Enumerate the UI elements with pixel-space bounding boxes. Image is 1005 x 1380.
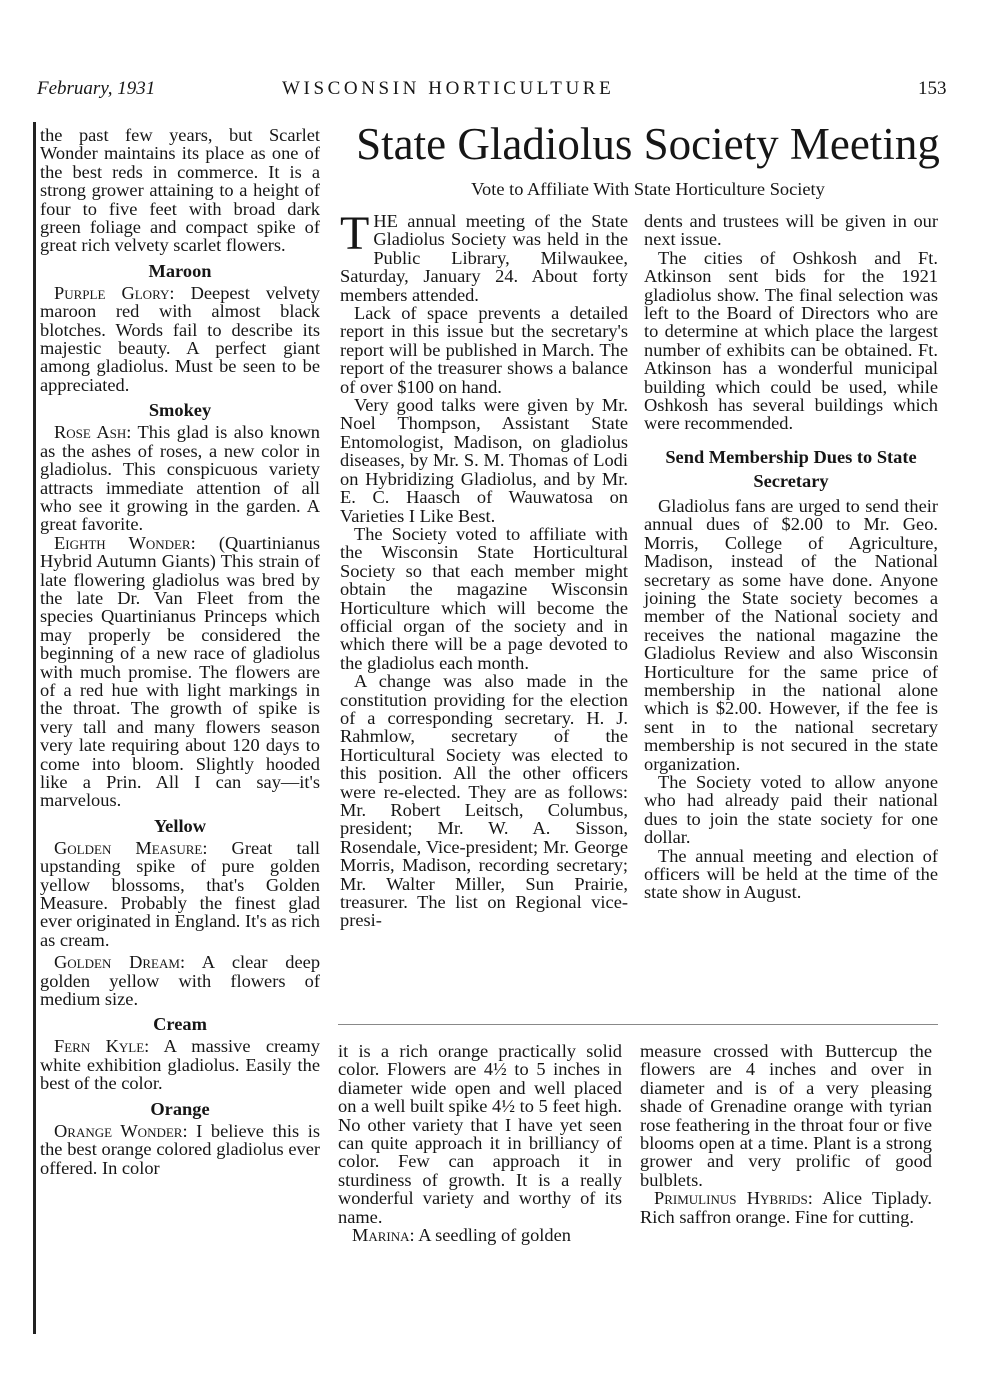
variety-description: : A massive creamy white exhibition gladiolus. Easily the best of the color. [40,1036,320,1094]
variety-description: : A seedling of golden [409,1225,571,1246]
variety-description: : Alice Tiplady. Rich saffron orange. Fine for cutting. [640,1188,932,1227]
variety-name: Fern Kyle [54,1036,145,1057]
orange-wonder-entry [40,1122,320,1177]
left-margin-rule [33,122,36,1334]
publication-name: WISCONSIN HORTICULTURE [282,78,615,99]
article-paragraph: Gladiolus fans are urged to send their annual dues of $2.00 to Mr. Geo. Morris, College of Agriculture, Madison, instead of the National secretary as some have done. Anyone joining the State society becomes a member of the National society and receives the national magazine the Gladiolus Review and also Wisconsin Horticulture for the same price of membership in the national alone which is $2.00. However, if the fee is sent in to the national secretary membership is not secured in the state organization. [644,495,938,774]
variety-name: Golden Measure [54,837,203,858]
variety-description: : Great tall upstanding spike of pure golden yellow blossoms, that's Golden Measure. Probably the finest glad ever originated in England. It's as rich as cream. [40,837,320,950]
article-paragraph: The annual meeting and election of officers will be held at the time of the state show in August. [644,845,938,903]
variety-name: Marina [352,1225,410,1246]
variety-description: : I believe this is the best orange colored gladiolus ever offered. In color [40,1120,320,1178]
article-subtitle: Vote to Affiliate With State Horticulture Society [471,179,825,199]
article-paragraph: A change was also made in the constitution providing for the election of a corresponding secretary. H. J. Rahmlow, secretary of the Horticultural Society was elected to this position. All the other officers were re-elected. They are as follows: Mr. Robert Leitsch, Columbus, president; Mr. W. A. Sisson, Rosendale, Vice-president; Mr. George Morris, Madison, recording secretary; Mr. Walter Miller, Sun Prairie, treasurer. The list on Regional vice-presi- [340,671,628,931]
primulinus-entry [640,1189,932,1226]
scarlet-wonder-paragraph: the past few years, but Scarlet Wonder maintains its place as one of the best reds in commerce. It is a strong grower attaining to a height of four to five feet with broad dark green foliage and compact spike of great rich velvety scarlet flowers. [40,125,320,256]
heading-orange: Orange [150,1098,210,1119]
variety-name: Eighth Wonder [54,532,191,553]
article-column-2 [644,212,938,902]
varieties-column [40,126,320,1177]
heading-maroon: Maroon [148,260,212,281]
continued-column-2 [640,1042,932,1226]
marina-entry [338,1226,622,1244]
heading-smokey: Smokey [148,400,212,421]
variety-description: : Deepest velvety maroon red with almost black blotches. Words fail to describe its majestic beauty. A perfect giant among gladiolus. Must be seen to be appreciated. [40,282,321,395]
drop-cap: T [340,207,370,260]
lead-text: HE annual meeting of the State Gladiolus Society was held in the Public Library, Milwaukee, Saturday, January 24. About forty members attended. [340,211,628,305]
variety-name: Primulinus Hybrids [654,1188,808,1209]
variety-name: Orange Wonder [54,1120,183,1141]
article-paragraph: The Society voted to affiliate with the Wisconsin State Horticultural Society so that each member might obtain the magazine Wisconsin Horticulture which will become the official organ of the society and in which there will be a page devoted to the gladiolus each month. [340,523,628,673]
page-number: 153 [918,78,947,99]
variety-name: Rose Ash [54,422,127,443]
article-title: State Gladiolus Society Meeting [356,119,940,169]
article-column-1 [340,207,628,931]
variety-description: : This glad is also known as the ashes of roses, a new color in gladiolus. This conspicuous variety attracts immediate attention of all who see it growing in the garden. A great favorite. [40,422,321,535]
marina-continued: measure crossed with Buttercup the flowers are 4 inches and over in diameter and is of a very pleasing shade of Grenadine orange with tyrian rose feathering in the throat four or five blooms open at a time. Plant is a strong grower and very prolific of good bulblets. [640,1041,932,1190]
variety-description: : A clear deep golden yellow with flowers of medium size. [40,952,321,1010]
article-paragraph: The cities of Oshkosh and Ft. Atkinson sent bids for the 1921 gladiolus show. The final selection was left to the Board of Directors who are to determine at which place the largest number of exhibits can be obtained. Ft. Atkinson has a wonderful municipal building which could be used, while Oshkosh has several buildings which were recommended. [644,247,938,434]
golden-measure-entry [40,839,320,949]
section-divider [338,1024,938,1025]
purple-glory-entry [40,284,320,394]
article-paragraph: dents and trustees will be given in our next issue. [644,211,938,250]
fern-kyle-entry [40,1037,320,1092]
eighth-wonder-entry [40,534,320,810]
article-paragraph: The Society voted to allow anyone who had already paid their national dues to join the state society for one dollar. [644,771,938,848]
heading-cream: Cream [153,1014,207,1035]
article-paragraph: Lack of space prevents a detailed report in this issue but the secretary's report will be published in March. The report of the treasurer shows a balance of over $100 on hand. [340,303,628,397]
golden-dream-entry [40,953,320,1008]
variety-description: : (Quartinianus Hybrid Autumn Giants) This strain of late flowering gladiolus was bred by the late Dr. Van Fleet from the species Quartinianus Princeps which may properly be considered the beginning of a new race of gladiolus with much promise. The flowers are of a red hue with light markings in the throat. The growth of spike is very tall and many flowers season very late requiring about 120 days to come into bloom. Slightly hooded like a Prin. All I can say—it's marvelous. [40,532,320,811]
variety-name: Purple Glory [54,282,170,303]
variety-name: Golden Dream [54,952,180,973]
orange-wonder-continued: it is a rich orange practically solid color. Flowers are 4½ to 5 inches in diameter wide open and well placed on a well built spike 4½ to 5 feet high. No other variety that I have yet seen can quite approach it in brilliancy of color. Few can approach it in sturdiness of growth. It is a really wonderful variety and worthy of its name. [338,1041,622,1227]
article-paragraph: Very good talks were given by Mr. Noel Thompson, Assistant State Entomologist, Madison, on gladiolus diseases, by Mr. S. M. Thomas of Lodi on Hybridizing Gladiolus, and by Mr. E. C. Haasch of Wauwatosa on Varieties I Like Best. [340,395,628,526]
article-lead-paragraph [340,207,628,305]
dues-heading: Send Membership Dues to State Secretary [665,446,917,491]
heading-yellow: Yellow [153,815,207,836]
continued-column-1 [338,1042,622,1244]
issue-date: February, 1931 [37,78,156,99]
rose-ash-entry [40,423,320,533]
